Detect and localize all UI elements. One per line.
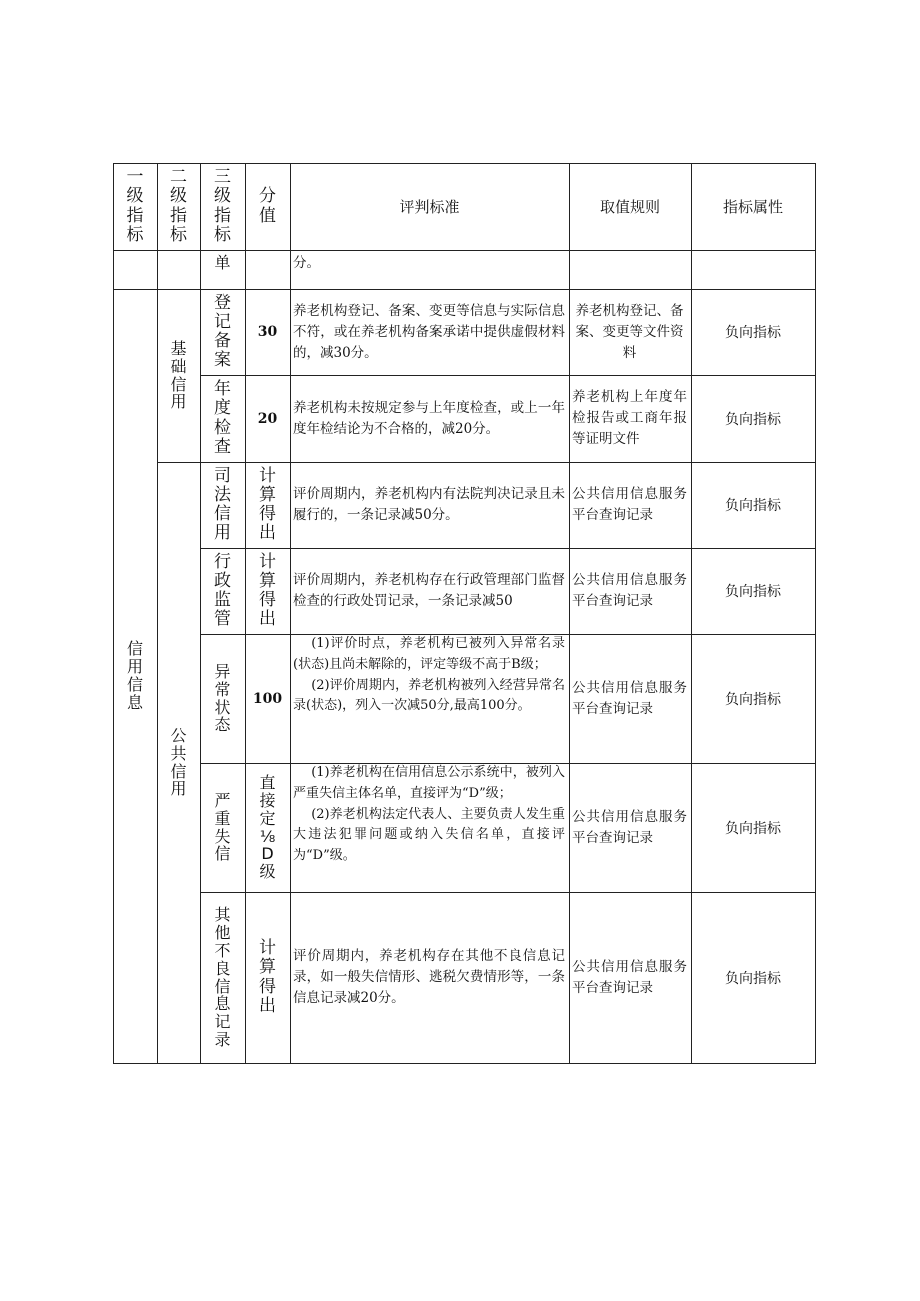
- level3-cell: 其他不良信息记录: [214, 904, 231, 1050]
- criteria-cell: 养老机构未按规定参与上年度检查，或上一年度年检结论为不合格的，减20分。: [293, 399, 565, 437]
- attribute-cell: 负向指标: [725, 411, 781, 428]
- score-cell: 计算得出: [259, 551, 276, 630]
- criteria-cell: 养老机构登记、备案、变更等信息与实际信息不符，或在养老机构备案承诺中提供虚假材料的，减30分。: [293, 302, 565, 361]
- header-rule: 取值规则: [599, 198, 660, 216]
- header-criteria: 评判标准: [399, 198, 460, 216]
- header-attribute: 指标属性: [722, 198, 783, 216]
- criteria-cell: [290, 634, 569, 763]
- criteria-item: (1)养老机构在信用信息公示系统中，被列入严重失信主体名单，直接评为“D”级；: [293, 765, 565, 801]
- rule-cell: 公共信用信息服务平台查询记录: [572, 572, 687, 609]
- header-level1: 一级指标: [126, 167, 144, 245]
- attribute-cell: 负向指标: [725, 820, 781, 837]
- criteria-cell: 评价周期内，养老机构存在其他不良信息记录，如一般失信情形、逃税欠费情形等，一条信息记录减20分。: [293, 948, 565, 1006]
- rule-cell: 公共信用信息服务平台查询记录: [572, 808, 687, 846]
- attribute-cell: 负向指标: [725, 498, 781, 514]
- criteria-item: (1)评价时点，养老机构已被列入异常名录(状态)且尚未解除的，评定等级不高于B级；: [293, 636, 565, 672]
- border-bottom: [113, 1063, 816, 1064]
- rule-cell: 养老机构登记、备案、变更等文件资料: [575, 302, 684, 361]
- rule-cell: 公共信用信息服务平台查询记录: [572, 958, 687, 996]
- continued-criteria: 分。: [293, 254, 320, 271]
- score-cell: 20: [257, 410, 278, 427]
- rule-cell: 公共信用信息服务平台查询记录: [572, 486, 687, 523]
- score-cell: 直接定⅛D级: [259, 772, 276, 882]
- level1-credit-info: 信用信息: [127, 639, 144, 712]
- rule-cell: 公共信用信息服务平台查询记录: [572, 679, 687, 717]
- attribute-cell: 负向指标: [725, 325, 781, 341]
- header-level3: 三级指标: [214, 167, 231, 245]
- level3-cell: 严重失信: [214, 790, 231, 864]
- attribute-cell: 负向指标: [725, 970, 781, 987]
- continued-level3: 单: [214, 253, 231, 273]
- border-right: [815, 163, 816, 1064]
- criteria-item: (2)评价周期内，养老机构被列入经营异常名录(状态)，列入一次减50分,最高100分。: [293, 677, 565, 714]
- criteria-item: (2)养老机构法定代表人、主要负责人发生重大违法犯罪问题或纳入失信名单，直接评为“D”级。: [293, 806, 565, 864]
- level2-basic-credit: 基础信用: [170, 338, 187, 412]
- criteria-cell: 评价周期内，养老机构内有法院判决记录且未履行的，一条记录减50分。: [293, 486, 565, 523]
- level3-cell: 年度检查: [214, 379, 231, 457]
- header-level2: 二级指标: [170, 167, 187, 245]
- score-cell: 计算得出: [259, 938, 276, 1016]
- level2-public-credit: 公共信用: [170, 725, 187, 799]
- level3-cell: 司法信用: [214, 465, 231, 544]
- level3-cell: 登记备案: [214, 292, 231, 371]
- criteria-cell: [290, 763, 569, 892]
- score-cell: 30: [257, 324, 278, 340]
- attribute-cell: 负向指标: [725, 584, 781, 600]
- attribute-cell: 负向指标: [725, 691, 781, 708]
- rule-cell: 养老机构上年度年检报告或工商年报等证明文件: [572, 389, 687, 447]
- score-cell: 100: [252, 690, 283, 707]
- header-score: 分值: [259, 186, 276, 226]
- score-cell: 计算得出: [259, 465, 276, 544]
- level3-cell: 行政监管: [214, 551, 231, 630]
- criteria-cell: 评价周期内，养老机构存在行政管理部门监督检查的行政处罚记录，一条记录减50: [293, 572, 565, 609]
- level3-cell: 异常状态: [214, 661, 231, 735]
